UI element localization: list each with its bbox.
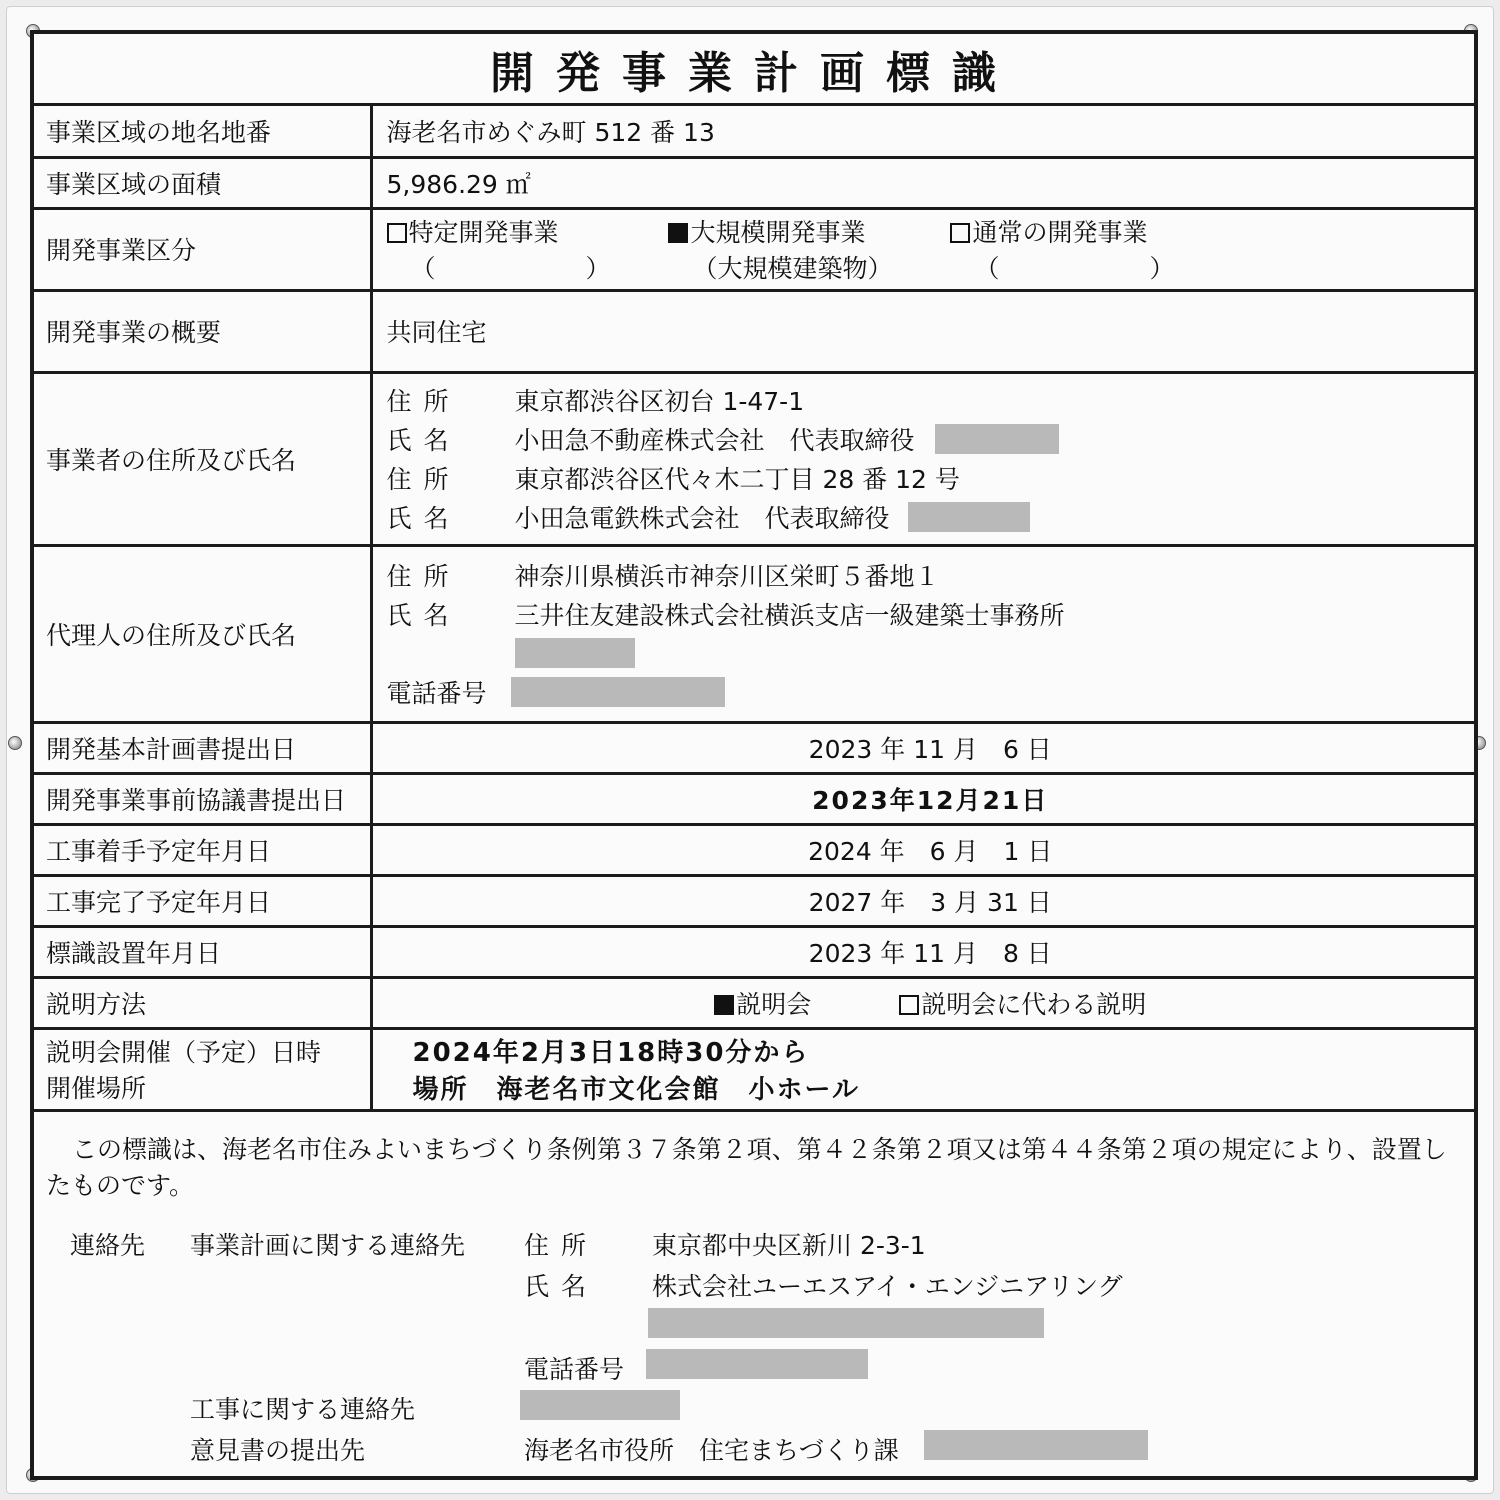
location-value: 海老名市めぐみ町 512 番 13	[371, 106, 1474, 157]
field-key: 電話番号	[386, 679, 487, 708]
option-label: 説明会に代わる説明	[921, 989, 1147, 1019]
opinion-label: 意見書の提出先	[190, 1436, 366, 1465]
option-label: 説明会	[736, 989, 812, 1019]
row-label: 事業者の住所及び氏名	[34, 372, 371, 545]
sign-title: 開発事業計画標識	[34, 34, 1474, 106]
notice-text: この標識は、海老名市住みよいまちづくり条例第３７条第２項、第４２条第２項又は第４４条第２項の規定により、設置したものです。	[46, 1135, 1447, 1200]
checkbox-checked-icon	[714, 995, 734, 1015]
meeting-place: 場所 海老名市文化会館 小ホール	[412, 1075, 860, 1105]
contact-name-value: 株式会社ユーエスアイ・エンジニアリング	[652, 1272, 1123, 1301]
meeting-label-1: 説明会開催（予定）日時	[46, 1038, 322, 1067]
info-table	[34, 106, 1474, 1112]
table-row	[34, 977, 1474, 1028]
table-row	[34, 106, 1474, 157]
category-options	[371, 208, 1474, 290]
checkbox-checked-icon	[668, 223, 688, 243]
contact-label: 連絡先	[70, 1231, 146, 1260]
redaction-block	[520, 1390, 680, 1420]
redaction-block	[924, 1430, 1148, 1460]
option-paren: （ ）	[410, 254, 611, 283]
opinion-value: 海老名市役所 住宅まちづくり課	[524, 1436, 899, 1465]
table-row	[34, 157, 1474, 208]
meeting-datetime: 2024年2月3日18時30分から	[412, 1038, 810, 1068]
field-key: 氏名	[386, 504, 461, 533]
plan-date-value: 2023 年 11 月 6 日	[371, 722, 1474, 773]
field-key: 住所	[386, 465, 461, 494]
option-label: 特定開発事業	[408, 218, 559, 247]
category-option	[668, 213, 892, 285]
row-label: 開発基本計画書提出日	[34, 722, 371, 773]
field-value: 東京都渋谷区初台 1-47-1	[514, 387, 805, 416]
row-label	[34, 1028, 371, 1110]
redaction-block	[648, 1308, 1044, 1338]
row-label: 標識設置年月日	[34, 926, 371, 977]
agent-value	[371, 545, 1474, 722]
checkbox-icon	[387, 223, 407, 243]
field-value: 小田急電鉄株式会社 代表取締役	[514, 504, 890, 533]
area-value: 5,986.29 ㎡	[371, 157, 1474, 208]
end-date-value: 2027 年 3 月 31 日	[371, 875, 1474, 926]
table-row	[34, 824, 1474, 875]
notice-section	[34, 1116, 1474, 1476]
field-value: 三井住友建設株式会社横浜支店一級建築士事務所	[514, 601, 1065, 630]
method-option	[899, 990, 1146, 1019]
redaction-block	[935, 424, 1059, 454]
row-label: 事業区域の面積	[34, 157, 371, 208]
redaction-block	[646, 1349, 868, 1379]
table-row	[34, 926, 1474, 977]
field-key: 住所	[386, 562, 461, 591]
table-row	[34, 208, 1474, 290]
summary-value: 共同住宅	[371, 290, 1474, 372]
start-date-value: 2024 年 6 月 1 日	[371, 824, 1474, 875]
row-label: 説明方法	[34, 977, 371, 1028]
field-key: 氏名	[386, 426, 461, 455]
plan-contact-label: 事業計画に関する連絡先	[190, 1231, 466, 1260]
row-label: 開発事業区分	[34, 208, 371, 290]
table-row	[34, 1028, 1474, 1110]
row-label: 工事完了予定年月日	[34, 875, 371, 926]
row-label: 事業区域の地名地番	[34, 106, 371, 157]
redaction-block	[511, 677, 725, 707]
redaction-block	[515, 638, 635, 668]
option-paren: （ ）	[974, 254, 1175, 283]
field-value: 小田急不動産株式会社 代表取締役	[514, 426, 915, 455]
table-row	[34, 875, 1474, 926]
method-option	[714, 990, 811, 1019]
contact-name-key: 氏名	[524, 1272, 599, 1301]
method-options	[371, 977, 1474, 1028]
contact-address-key: 住所	[524, 1231, 599, 1260]
meeting-value	[371, 1028, 1474, 1110]
row-label: 開発事業事前協議書提出日	[34, 773, 371, 824]
category-option	[950, 213, 1174, 285]
contact-address-value: 東京都中央区新川 2-3-1	[652, 1231, 926, 1260]
work-contact-label: 工事に関する連絡先	[190, 1395, 416, 1424]
meeting-label-2: 開催場所	[46, 1074, 147, 1103]
table-row	[34, 372, 1474, 545]
field-key: 氏名	[386, 601, 461, 630]
contact-phone-key: 電話番号	[524, 1355, 625, 1384]
operator-value	[371, 372, 1474, 545]
redaction-block	[908, 502, 1030, 532]
table-row	[34, 545, 1474, 722]
table-row	[34, 722, 1474, 773]
option-label: 大規模開発事業	[690, 218, 866, 247]
field-value: 神奈川県横浜市神奈川区栄町５番地１	[514, 562, 940, 591]
category-option	[387, 213, 611, 285]
field-value: 東京都渋谷区代々木二丁目 28 番 12 号	[514, 465, 960, 494]
sign-date-value: 2023 年 11 月 8 日	[371, 926, 1474, 977]
table-row	[34, 290, 1474, 372]
option-paren: （大規模建築物）	[692, 254, 893, 283]
option-label: 通常の開発事業	[972, 218, 1148, 247]
field-key: 住所	[386, 387, 461, 416]
sign-frame	[30, 30, 1478, 1480]
checkbox-icon	[950, 223, 970, 243]
row-label: 開発事業の概要	[34, 290, 371, 372]
consult-date-value: 2023年12月21日	[371, 773, 1474, 824]
row-label: 代理人の住所及び氏名	[34, 545, 371, 722]
row-label: 工事着手予定年月日	[34, 824, 371, 875]
sign-board	[6, 6, 1494, 1494]
screw-icon	[8, 736, 22, 750]
table-row	[34, 773, 1474, 824]
checkbox-icon	[899, 995, 919, 1015]
